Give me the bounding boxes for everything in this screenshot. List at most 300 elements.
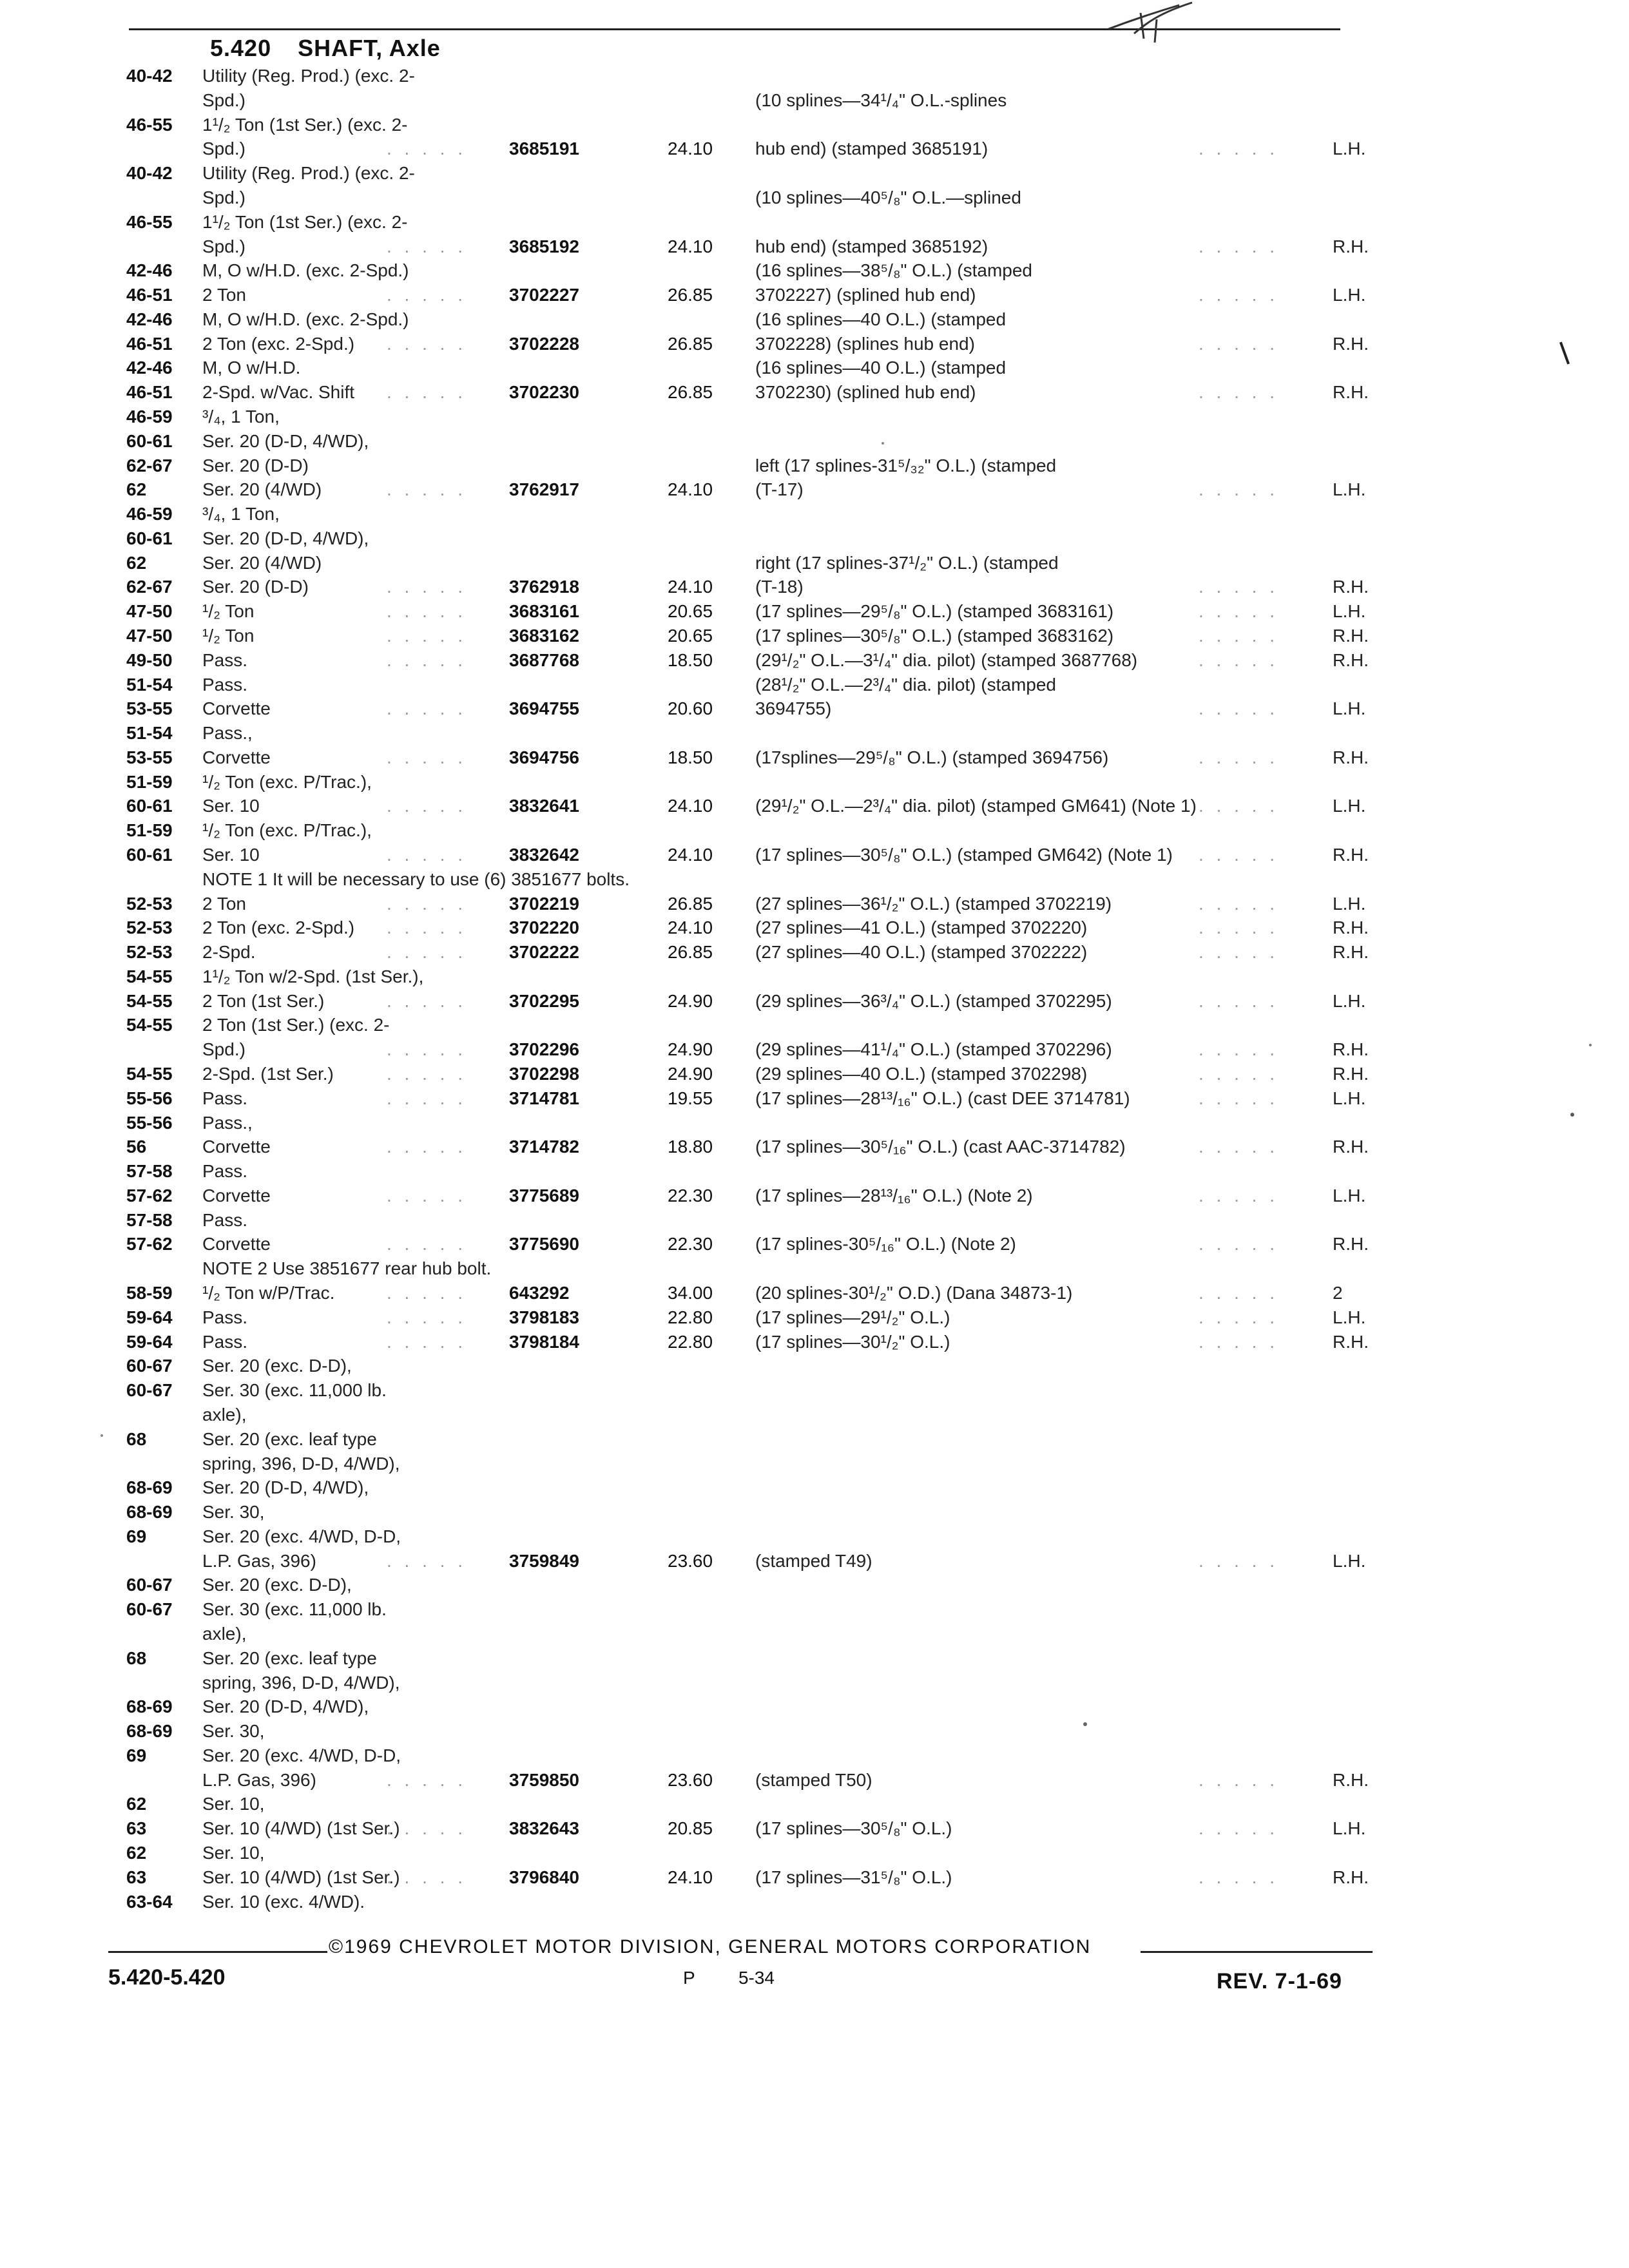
leader-dots: . . . . . xyxy=(1199,1137,1279,1157)
application: 2-Spd. w/Vac. Shift xyxy=(202,382,355,403)
side: L.H. xyxy=(1333,1088,1366,1108)
model-years: 51-54 xyxy=(126,723,173,744)
part-number: 3702296 xyxy=(509,1039,580,1060)
leader-dots: . . . . . xyxy=(387,649,467,670)
side: R.H. xyxy=(1333,1064,1369,1084)
part-number: 3685192 xyxy=(509,236,580,256)
model-years: 47-50 xyxy=(126,601,173,622)
model-years: 57-58 xyxy=(126,1209,173,1230)
remarks: (17 splines—28¹³/₁₆" O.L.) (Note 2) xyxy=(755,1185,1033,1206)
side: L.H. xyxy=(1333,990,1366,1011)
leader-dots: . . . . . xyxy=(387,1867,467,1887)
price: 22.30 xyxy=(668,1185,713,1206)
remarks: (17 splines—30⁵/₈" O.L.) (stamped GM642) (Note 1) xyxy=(755,845,1173,865)
model-years: 62 xyxy=(126,479,147,500)
part-number: 3714781 xyxy=(509,1088,580,1108)
side: L.H. xyxy=(1333,479,1366,500)
model-years: 46-59 xyxy=(126,504,173,524)
price: 23.60 xyxy=(668,1769,713,1790)
application: L.P. Gas, 396) xyxy=(202,1769,316,1790)
model-years: 46-59 xyxy=(126,406,173,427)
model-years: 54-55 xyxy=(126,1064,173,1084)
part-number: 3702298 xyxy=(509,1064,580,1084)
leader-dots: . . . . . xyxy=(387,747,467,767)
part-number: 3798183 xyxy=(509,1307,580,1327)
leader-dots: . . . . . xyxy=(387,577,467,597)
part-number: 3759849 xyxy=(509,1550,580,1571)
remarks: (27 splines—36¹/₂" O.L.) (stamped 3702219) xyxy=(755,893,1112,914)
price: 22.80 xyxy=(668,1307,713,1327)
remarks: (17 splines—30⁵/₈" O.L.) (stamped 3683162) xyxy=(755,625,1114,646)
part-number: 3832643 xyxy=(509,1818,580,1839)
model-years: 42-46 xyxy=(126,260,173,281)
model-years: 51-59 xyxy=(126,771,173,792)
model-years: 57-62 xyxy=(126,1234,173,1254)
price: 26.85 xyxy=(668,382,713,403)
remarks: (16 splines—40 O.L.) (stamped xyxy=(755,309,1007,329)
model-years: 62 xyxy=(126,1794,147,1814)
model-years: 42-46 xyxy=(126,309,173,329)
price: 22.80 xyxy=(668,1331,713,1352)
model-years: 55-56 xyxy=(126,1088,173,1108)
application: Spd.) xyxy=(202,236,246,256)
application: Ser. 20 (D-D, 4/WD), xyxy=(202,528,369,548)
application: Ser. 10 xyxy=(202,796,260,816)
leader-dots: . . . . . xyxy=(387,1064,467,1084)
side: R.H. xyxy=(1333,845,1369,865)
price: 24.10 xyxy=(668,918,713,938)
application: Ser. 20 (exc. D-D), xyxy=(202,1575,352,1595)
application: Ser. 10 (4/WD) (1st Ser.) xyxy=(202,1867,400,1887)
leader-dots: . . . . . xyxy=(387,893,467,914)
price: 26.85 xyxy=(668,285,713,305)
part-number: 643292 xyxy=(509,1283,570,1303)
remarks: (10 splines—34¹/₄" O.L.-splines xyxy=(755,90,1007,110)
application: Ser. 10, xyxy=(202,1842,265,1863)
price: 20.65 xyxy=(668,601,713,622)
leader-dots: . . . . . xyxy=(1199,479,1279,500)
leader-dots: . . . . . xyxy=(387,942,467,963)
application: ¹/₂ Ton xyxy=(202,601,255,622)
model-years: 54-55 xyxy=(126,966,173,986)
remarks: (29¹/₂" O.L.—3¹/₄" dia. pilot) (stamped 3687768) xyxy=(755,649,1138,670)
part-number: 3702219 xyxy=(509,893,580,914)
application: Corvette xyxy=(202,1137,271,1157)
remarks: (28¹/₂" O.L.—2³/₄" dia. pilot) (stamped xyxy=(755,674,1057,695)
price: 22.30 xyxy=(668,1234,713,1254)
model-years: 60-67 xyxy=(126,1356,173,1376)
price: 24.10 xyxy=(668,577,713,597)
application: Ser. 20 (exc. leaf type xyxy=(202,1648,377,1668)
model-years: 63 xyxy=(126,1867,147,1887)
leader-dots: . . . . . xyxy=(1199,1818,1279,1839)
model-years: 57-62 xyxy=(126,1185,173,1206)
section-title: SHAFT, Axle xyxy=(298,35,441,61)
application: spring, 396, D-D, 4/WD), xyxy=(202,1453,400,1474)
remarks: (29 splines—36³/₄" O.L.) (stamped 3702295) xyxy=(755,990,1112,1011)
section-number: 5.420 xyxy=(210,35,272,61)
remarks: 3702227) (splined hub end) xyxy=(755,285,976,305)
part-number: 3685191 xyxy=(509,139,580,159)
model-years: 46-51 xyxy=(126,333,173,354)
price: 20.85 xyxy=(668,1818,713,1839)
model-years: 40-42 xyxy=(126,163,173,184)
model-years: 49-50 xyxy=(126,649,173,670)
remarks: hub end) (stamped 3685192) xyxy=(755,236,988,256)
remarks: (17 splines—29⁵/₈" O.L.) (stamped 3683161) xyxy=(755,601,1114,622)
application: Pass. xyxy=(202,674,248,695)
application: 2 Ton (1st Ser.) xyxy=(202,990,325,1011)
side: L.H. xyxy=(1333,1818,1366,1839)
side: L.H. xyxy=(1333,1307,1366,1327)
price: 20.65 xyxy=(668,625,713,646)
remarks: (29 splines—40 O.L.) (stamped 3702298) xyxy=(755,1064,1088,1084)
application: M, O w/H.D. (exc. 2-Spd.) xyxy=(202,309,409,329)
application: Ser. 10 xyxy=(202,845,260,865)
leader-dots: . . . . . xyxy=(1199,942,1279,963)
remarks: (29¹/₂" O.L.—2³/₄" dia. pilot) (stamped GM641) (Note 1) xyxy=(755,796,1197,816)
price: 24.10 xyxy=(668,479,713,500)
application: axle), xyxy=(202,1404,247,1425)
application: Ser. 30, xyxy=(202,1502,265,1522)
remarks: hub end) (stamped 3685191) xyxy=(755,139,988,159)
leader-dots: . . . . . xyxy=(387,698,467,719)
application: Ser. 10 (4/WD) (1st Ser.) xyxy=(202,1818,400,1839)
side: L.H. xyxy=(1333,601,1366,622)
side: 2 xyxy=(1333,1283,1343,1303)
application: Pass. xyxy=(202,1088,248,1108)
side: R.H. xyxy=(1333,1137,1369,1157)
application: Ser. 10, xyxy=(202,1794,265,1814)
application: Pass. xyxy=(202,1209,248,1230)
remarks: right (17 splines-37¹/₂" O.L.) (stamped xyxy=(755,552,1059,573)
leader-dots: . . . . . xyxy=(1199,1331,1279,1352)
leader-dots: . . . . . xyxy=(1199,1307,1279,1327)
model-years: 60-61 xyxy=(126,430,173,451)
part-number: 3775689 xyxy=(509,1185,580,1206)
model-years: 60-67 xyxy=(126,1599,173,1620)
application: Spd.) xyxy=(202,139,246,159)
part-number: 3796840 xyxy=(509,1867,580,1887)
remarks: (17 splines—30¹/₂" O.L.) xyxy=(755,1331,950,1352)
leader-dots: . . . . . xyxy=(387,1307,467,1327)
part-number: 3702295 xyxy=(509,990,580,1011)
leader-dots: . . . . . xyxy=(387,382,467,403)
footer-page-number: 5-34 xyxy=(738,1968,775,1988)
model-years: 40-42 xyxy=(126,66,173,86)
leader-dots: . . . . . xyxy=(1199,893,1279,914)
leader-dots: . . . . . xyxy=(1199,1283,1279,1303)
model-years: 62-67 xyxy=(126,577,173,597)
application: 2-Spd. (1st Ser.) xyxy=(202,1064,334,1084)
side: L.H. xyxy=(1333,285,1366,305)
price: 20.60 xyxy=(668,698,713,719)
application: Ser. 20 (D-D, 4/WD), xyxy=(202,430,369,451)
leader-dots: . . . . . xyxy=(1199,1769,1279,1790)
application: NOTE 2 Use 3851677 rear hub bolt. xyxy=(202,1258,492,1279)
application: Pass. xyxy=(202,1161,248,1182)
leader-dots: . . . . . xyxy=(387,139,467,159)
leader-dots: . . . . . xyxy=(1199,333,1279,354)
model-years: 60-61 xyxy=(126,845,173,865)
application: ¹/₂ Ton (exc. P/Trac.), xyxy=(202,820,372,841)
model-years: 68-69 xyxy=(126,1721,173,1741)
model-years: 54-55 xyxy=(126,1015,173,1035)
leader-dots: . . . . . xyxy=(387,1234,467,1254)
remarks: (stamped T49) xyxy=(755,1550,872,1571)
application: 1¹/₂ Ton (1st Ser.) (exc. 2- xyxy=(202,114,408,135)
leader-dots: . . . . . xyxy=(387,1331,467,1352)
leader-dots: . . . . . xyxy=(1199,1234,1279,1254)
application: Ser. 20 (exc. D-D), xyxy=(202,1356,352,1376)
application: Spd.) xyxy=(202,90,246,110)
application: 2 Ton xyxy=(202,893,246,914)
application: 1¹/₂ Ton w/2-Spd. (1st Ser.), xyxy=(202,966,424,986)
application: Ser. 30 (exc. 11,000 lb. xyxy=(202,1599,387,1620)
part-number: 3798184 xyxy=(509,1331,580,1352)
part-number: 3683161 xyxy=(509,601,580,622)
remarks: (stamped T50) xyxy=(755,1769,872,1790)
leader-dots: . . . . . xyxy=(1199,625,1279,646)
model-years: 53-55 xyxy=(126,747,173,767)
application: 2 Ton (1st Ser.) (exc. 2- xyxy=(202,1015,390,1035)
price: 24.90 xyxy=(668,990,713,1011)
side: R.H. xyxy=(1333,333,1369,354)
leader-dots: . . . . . xyxy=(387,333,467,354)
model-years: 46-55 xyxy=(126,114,173,135)
side: L.H. xyxy=(1333,1550,1366,1571)
application: 2-Spd. xyxy=(202,942,256,963)
model-years: 47-50 xyxy=(126,625,173,646)
model-years: 58-59 xyxy=(126,1283,173,1303)
leader-dots: . . . . . xyxy=(1199,990,1279,1011)
remarks: (10 splines—40⁵/₈" O.L.—splined xyxy=(755,187,1021,207)
leader-dots: . . . . . xyxy=(387,1769,467,1790)
model-years: 51-54 xyxy=(126,674,173,695)
model-years: 59-64 xyxy=(126,1307,173,1327)
application: Pass., xyxy=(202,1112,253,1133)
price: 18.80 xyxy=(668,1137,713,1157)
application: Spd.) xyxy=(202,1039,246,1060)
price: 19.55 xyxy=(668,1088,713,1108)
application: Ser. 20 (exc. leaf type xyxy=(202,1428,377,1449)
application: Corvette xyxy=(202,698,271,719)
leader-dots: . . . . . xyxy=(387,796,467,816)
model-years: 68 xyxy=(126,1648,147,1668)
leader-dots: . . . . . xyxy=(387,479,467,500)
application: ¹/₂ Ton w/P/Trac. xyxy=(202,1283,335,1303)
application: 1¹/₂ Ton (1st Ser.) (exc. 2- xyxy=(202,211,408,232)
application: Ser. 30 (exc. 11,000 lb. xyxy=(202,1380,387,1401)
side: R.H. xyxy=(1333,649,1369,670)
application: 2 Ton xyxy=(202,285,246,305)
model-years: 46-51 xyxy=(126,382,173,403)
remarks: (T-17) xyxy=(755,479,804,500)
price: 18.50 xyxy=(668,649,713,670)
model-years: 56 xyxy=(126,1137,147,1157)
leader-dots: . . . . . xyxy=(1199,649,1279,670)
part-number: 3702228 xyxy=(509,333,580,354)
leader-dots: . . . . . xyxy=(1199,1039,1279,1060)
leader-dots: . . . . . xyxy=(387,1137,467,1157)
application: Pass. xyxy=(202,1331,248,1352)
application: spring, 396, D-D, 4/WD), xyxy=(202,1672,400,1693)
side: R.H. xyxy=(1333,382,1369,403)
side: L.H. xyxy=(1333,893,1366,914)
price: 18.50 xyxy=(668,747,713,767)
application: Ser. 30, xyxy=(202,1721,265,1741)
leader-dots: . . . . . xyxy=(1199,285,1279,305)
application: axle), xyxy=(202,1623,247,1644)
remarks: (T-18) xyxy=(755,577,804,597)
leader-dots: . . . . . xyxy=(387,1088,467,1108)
model-years: 62 xyxy=(126,1842,147,1863)
leader-dots: . . . . . xyxy=(387,601,467,622)
model-years: 60-61 xyxy=(126,796,173,816)
leader-dots: . . . . . xyxy=(1199,601,1279,622)
application: Corvette xyxy=(202,1185,271,1206)
model-years: 54-55 xyxy=(126,990,173,1011)
model-years: 53-55 xyxy=(126,698,173,719)
leader-dots: . . . . . xyxy=(1199,698,1279,719)
leader-dots: . . . . . xyxy=(1199,845,1279,865)
remarks: (17 splines—30⁵/₁₆" O.L.) (cast AAC-3714782) xyxy=(755,1137,1126,1157)
model-years: 46-51 xyxy=(126,285,173,305)
model-years: 46-55 xyxy=(126,211,173,232)
application: Pass. xyxy=(202,1307,248,1327)
leader-dots: . . . . . xyxy=(387,918,467,938)
model-years: 52-53 xyxy=(126,893,173,914)
leader-dots: . . . . . xyxy=(387,1283,467,1303)
application: 2 Ton (exc. 2-Spd.) xyxy=(202,918,355,938)
side: R.H. xyxy=(1333,1039,1369,1060)
application: Ser. 20 (D-D) xyxy=(202,455,309,476)
remarks: 3702228) (splines hub end) xyxy=(755,333,975,354)
model-years: 52-53 xyxy=(126,918,173,938)
price: 24.10 xyxy=(668,236,713,256)
side: R.H. xyxy=(1333,1867,1369,1887)
leader-dots: . . . . . xyxy=(1199,747,1279,767)
model-years: 52-53 xyxy=(126,942,173,963)
model-years: 62-67 xyxy=(126,455,173,476)
side: R.H. xyxy=(1333,1331,1369,1352)
side: R.H. xyxy=(1333,747,1369,767)
leader-dots: . . . . . xyxy=(1199,796,1279,816)
price: 26.85 xyxy=(668,893,713,914)
leader-dots: . . . . . xyxy=(1199,1088,1279,1108)
model-years: 55-56 xyxy=(126,1112,173,1133)
application: L.P. Gas, 396) xyxy=(202,1550,316,1571)
model-years: 60-61 xyxy=(126,528,173,548)
side: L.H. xyxy=(1333,796,1366,816)
price: 24.10 xyxy=(668,1867,713,1887)
leader-dots: . . . . . xyxy=(1199,577,1279,597)
part-number: 3762918 xyxy=(509,577,580,597)
application: Spd.) xyxy=(202,187,246,207)
remarks: (17 splines—30⁵/₈" O.L.) xyxy=(755,1818,952,1839)
remarks: (17splines—29⁵/₈" O.L.) (stamped 3694756) xyxy=(755,747,1109,767)
side: R.H. xyxy=(1333,942,1369,963)
remarks: (17 splines—29¹/₂" O.L.) xyxy=(755,1307,950,1327)
model-years: 69 xyxy=(126,1526,147,1546)
leader-dots: . . . . . xyxy=(387,1818,467,1839)
part-number: 3759850 xyxy=(509,1769,580,1790)
leader-dots: . . . . . xyxy=(387,845,467,865)
part-number: 3714782 xyxy=(509,1137,580,1157)
model-years: 68-69 xyxy=(126,1502,173,1522)
application: M, O w/H.D. (exc. 2-Spd.) xyxy=(202,260,409,281)
side: L.H. xyxy=(1333,139,1366,159)
leader-dots: . . . . . xyxy=(1199,1185,1279,1206)
application: ³/₄, 1 Ton, xyxy=(202,504,280,524)
remarks: (17 splines-30⁵/₁₆" O.L.) (Note 2) xyxy=(755,1234,1016,1254)
side: R.H. xyxy=(1333,577,1369,597)
remarks: (16 splines—40 O.L.) (stamped xyxy=(755,358,1007,378)
part-number: 3702230 xyxy=(509,382,580,403)
remarks: 3702230) (splined hub end) xyxy=(755,382,976,403)
application: Pass., xyxy=(202,723,253,744)
part-number: 3832641 xyxy=(509,796,580,816)
footer-revision: REV. 7-1-69 xyxy=(1217,1969,1342,1994)
application: Ser. 20 (D-D, 4/WD), xyxy=(202,1477,369,1498)
application: Utility (Reg. Prod.) (exc. 2- xyxy=(202,163,415,184)
application: Ser. 20 (D-D) xyxy=(202,577,309,597)
part-number: 3832642 xyxy=(509,845,580,865)
side: R.H. xyxy=(1333,236,1369,256)
application: Ser. 20 (D-D, 4/WD), xyxy=(202,1696,369,1717)
model-years: 69 xyxy=(126,1745,147,1765)
part-number: 3775690 xyxy=(509,1234,580,1254)
leader-dots: . . . . . xyxy=(387,1550,467,1571)
part-number: 3702227 xyxy=(509,285,580,305)
model-years: 62 xyxy=(126,552,147,573)
remarks: (27 splines—40 O.L.) (stamped 3702222) xyxy=(755,942,1088,963)
leader-dots: . . . . . xyxy=(387,285,467,305)
application: Pass. xyxy=(202,649,248,670)
application: Ser. 20 (4/WD) xyxy=(202,552,322,573)
model-years: 57-58 xyxy=(126,1161,173,1182)
leader-dots: . . . . . xyxy=(387,1039,467,1060)
leader-dots: . . . . . xyxy=(1199,236,1279,256)
application: ¹/₂ Ton (exc. P/Trac.), xyxy=(202,771,372,792)
price: 23.60 xyxy=(668,1550,713,1571)
remarks: (20 splines-30¹/₂" O.D.) (Dana 34873-1) xyxy=(755,1283,1073,1303)
part-number: 3702222 xyxy=(509,942,580,963)
model-years: 68 xyxy=(126,1428,147,1449)
price: 24.90 xyxy=(668,1064,713,1084)
application: Utility (Reg. Prod.) (exc. 2- xyxy=(202,66,415,86)
application: Ser. 20 (exc. 4/WD, D-D, xyxy=(202,1745,401,1765)
price: 24.90 xyxy=(668,1039,713,1060)
leader-dots: . . . . . xyxy=(1199,382,1279,403)
side: R.H. xyxy=(1333,1769,1369,1790)
application: ¹/₂ Ton xyxy=(202,625,255,646)
application: Corvette xyxy=(202,1234,271,1254)
model-years: 42-46 xyxy=(126,358,173,378)
remarks: left (17 splines-31⁵/₃₂" O.L.) (stamped xyxy=(755,455,1057,476)
part-number: 3694756 xyxy=(509,747,580,767)
leader-dots: . . . . . xyxy=(1199,1867,1279,1887)
price: 24.10 xyxy=(668,845,713,865)
leader-dots: . . . . . xyxy=(387,625,467,646)
leader-dots: . . . . . xyxy=(1199,918,1279,938)
application: NOTE 1 It will be necessary to use (6) 3851677 bolts. xyxy=(202,869,630,889)
remarks: (16 splines—38⁵/₈" O.L.) (stamped xyxy=(755,260,1032,281)
part-number: 3694755 xyxy=(509,698,580,719)
leader-dots: . . . . . xyxy=(1199,1550,1279,1571)
model-years: 63 xyxy=(126,1818,147,1839)
application: Ser. 20 (4/WD) xyxy=(202,479,322,500)
